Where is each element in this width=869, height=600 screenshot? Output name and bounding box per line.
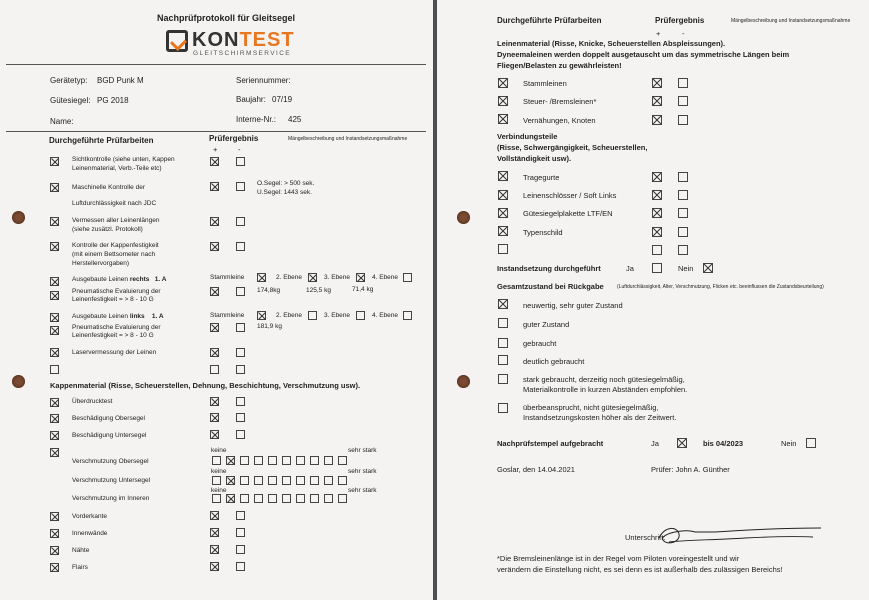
guetesiegel-value: PG 2018 [97,96,129,105]
besch-unter-done-checkbox[interactable] [50,431,59,440]
links-value-1: 181,9 kg [257,323,282,330]
scale1-level-2-checkbox[interactable] [226,456,235,465]
ort-datum: Goslar, den 14.04.2021 [497,465,575,474]
scale1-level-9-checkbox[interactable] [324,456,333,465]
ueberdrucktest-plus-checkbox[interactable] [210,397,219,406]
name-label: Name: [50,117,74,126]
pneu-rechts-line2: Leinenfestigkeit = > 8 - 10 G [72,296,154,303]
pneu-rechts-done-checkbox[interactable] [50,291,59,300]
stammleine-label: Stammleine [210,312,245,319]
ebene4-label: 4. Ebene [372,312,399,319]
scale1-level-7-checkbox[interactable] [296,456,305,465]
vermessen-minus-checkbox[interactable] [236,217,245,226]
ebene2-label: 2. Ebene [276,312,303,319]
interne-nr-label: Interne-Nr.: [236,115,277,124]
kappenfestigkeit-plus-checkbox[interactable] [210,242,219,251]
zustand-stark-line2: Materialkontrolle in kurzen Abständen empfohlen. [523,385,688,394]
extra-plus-checkbox[interactable] [652,245,662,255]
laser-minus-checkbox[interactable] [236,348,245,357]
scale3-level-5-checkbox[interactable] [268,494,277,503]
scale2-level-5-checkbox[interactable] [268,476,277,485]
maschinelle-minus-checkbox[interactable] [236,182,245,191]
scale1-level-8-checkbox[interactable] [310,456,319,465]
punch-hole [457,211,470,224]
ebene4-label: 4. Ebene [372,274,399,281]
rechts-value-2: 125,5 kg [306,287,331,294]
col-header-pruefarbeiten: Durchgeführte Prüfarbeiten [497,16,602,25]
scale2-level-2-checkbox[interactable] [226,476,235,485]
leinenschloesser-plus-checkbox[interactable] [652,190,662,200]
leinen-rechts-label: Ausgebaute Leinen rechts 1. A [72,276,167,283]
scale3-level-8-checkbox[interactable] [310,494,319,503]
steuerleinen-label: Steuer- /Bremsleinen* [523,97,597,106]
vernaehungen-label: Vernähungen, Knoten [523,116,596,125]
sichtkontrolle-line2: Leinenmaterial, Verb.-Teile etc) [72,165,162,172]
vermessen-line2: (siehe zusätzl. Protokoll) [72,226,143,233]
plakette-label: Gütesiegelplakette LTF/EN [523,209,613,218]
sehr-stark-label: sehr stark [348,487,377,494]
instandsetzung-label: Instandsetzung durchgeführt [497,264,601,273]
stammleinen-minus-checkbox[interactable] [678,78,688,88]
col-header-maengel: Mängelbeschreibung und Instandsetzungsmaßnahme [288,136,408,142]
laser-label: Laservermessung der Leinen [72,349,157,356]
kappenmaterial-heading: Kappenmaterial (Risse, Scheuerstellen, Dehnung, Beschichtung, Verschmutzung usw). [50,381,361,390]
scale3-level-10-checkbox[interactable] [338,494,347,503]
scale2-level-4-checkbox[interactable] [254,476,263,485]
stempel-ja-label: Ja [651,439,659,448]
tragegurte-done-checkbox[interactable] [498,171,508,181]
vernaehungen-done-checkbox[interactable] [498,114,508,124]
typenschild-minus-checkbox[interactable] [678,227,688,237]
versch-unter-label: Verschmutzung Untersegel [72,477,151,484]
footnote-line1: *Die Bremsleinenlänge ist in der Regel vom Piloten voreingestellt und wir [497,554,740,563]
leinenmaterial-heading-3: Fliegen/Belasten zu gewährleisten! [497,61,622,70]
rechts-value-1: 174,8kg [257,287,281,294]
laser-plus-checkbox[interactable] [210,348,219,357]
zustand-gebraucht-checkbox[interactable] [498,338,508,348]
interne-nr-value: 425 [288,115,302,124]
leinenschloesser-done-checkbox[interactable] [498,190,508,200]
links-ebene4-checkbox[interactable] [403,311,412,320]
tragegurte-plus-checkbox[interactable] [652,172,662,182]
besch-ober-done-checkbox[interactable] [50,414,59,423]
geraetetyp-value: BGD Punk M [97,76,144,85]
ebene3-label: 3. Ebene [324,274,351,281]
logo-text-test: TEST [239,29,295,51]
stammleinen-done-checkbox[interactable] [498,78,508,88]
leinenmaterial-heading-2: Dyneemaleinen werden doppelt ausgetauscht um das symmetrische Längen beim [497,50,790,59]
pneu-links-plus-checkbox[interactable] [210,323,219,332]
vermessen-plus-checkbox[interactable] [210,217,219,226]
nachpruefstempel-label: Nachprüfstempel aufgebracht [497,439,604,448]
col-header-maengel: Mängelbeschreibung und Instandsetzungsmaßnahme [731,18,851,24]
leinen-links-done-checkbox[interactable] [50,313,59,322]
besch-ober-plus-checkbox[interactable] [210,413,219,422]
maschinelle-done-checkbox[interactable] [50,183,59,192]
instandsetzung-ja-checkbox[interactable] [652,263,662,273]
col-header-pruefergebnis: Prüfergebnis [655,16,705,25]
scale2-level-3-checkbox[interactable] [240,476,249,485]
leinenmaterial-heading-1: Leinenmaterial (Risse, Knicke, Scheuerstellen Abspleissungen). [497,39,726,48]
scale2-level-6-checkbox[interactable] [282,476,291,485]
protocol-page-1 [0,0,433,600]
geraetetyp-label: Gerätetyp: [50,76,88,85]
sichtkontrolle-plus-checkbox[interactable] [210,157,219,166]
maschinelle-line2: Luftdurchlässigkeit nach JDC [72,200,157,207]
links-ebene3-checkbox[interactable] [356,311,365,320]
col-header-pruefarbeiten: Durchgeführte Prüfarbeiten [49,136,154,145]
vernaehungen-plus-checkbox[interactable] [652,115,662,125]
laser-done-checkbox[interactable] [50,348,59,357]
instandsetzung-nein-label: Nein [678,264,694,273]
pneu-rechts-line1: Pneumatische Evaluierung der [72,288,161,295]
extra-done-checkbox[interactable] [498,244,508,254]
flairs-done-checkbox[interactable] [50,563,59,572]
verbindungsteile-heading-2: (Risse, Schwergängigkeit, Scheuerstellen, [497,143,648,152]
tragegurte-label: Tragegurte [523,173,560,182]
zustand-stark-checkbox[interactable] [498,374,508,384]
naehte-minus-checkbox[interactable] [236,545,245,554]
vorderkante-label: Vorderkante [72,513,108,520]
rechts-ebene4-checkbox[interactable] [403,273,412,282]
obersegel-note: O.Segel: > 500 sek. [257,180,315,187]
besch-unter-minus-checkbox[interactable] [236,430,245,439]
plus-label: + [656,29,661,38]
tragegurte-minus-checkbox[interactable] [678,172,688,182]
scale3-level-9-checkbox[interactable] [324,494,333,503]
ebene3-label: 3. Ebene [324,312,351,319]
typenschild-label: Typenschild [523,228,563,237]
maschinelle-plus-checkbox[interactable] [210,182,219,191]
verbindungsteile-heading-1: Verbindungsteile [497,132,558,141]
zustand-ueberbeansprucht-checkbox[interactable] [498,403,508,413]
innenwaende-minus-checkbox[interactable] [236,528,245,537]
steuerleinen-minus-checkbox[interactable] [678,96,688,106]
zustand-ueberbeansprucht-line2: Instandsetzungskosten höher als der Zeitwert. [523,413,677,422]
gesamtzustand-label: Gesamtzustand bei Rückgabe [497,282,604,291]
punch-hole [12,375,25,388]
scale1-level-6-checkbox[interactable] [282,456,291,465]
pneu-links-line2: Leinenfestigkeit = > 8 - 10 G [72,332,154,339]
ueberdrucktest-minus-checkbox[interactable] [236,397,245,406]
stempel-ja-checkbox[interactable] [677,438,687,448]
extra-minus-checkbox[interactable] [236,365,245,374]
divider [6,64,426,65]
steuerleinen-done-checkbox[interactable] [498,96,508,106]
zustand-neuwertig-checkbox[interactable] [498,299,508,309]
baujahr-label: Baujahr: [236,95,266,104]
naehte-label: Nähte [72,547,90,554]
extra-minus-checkbox[interactable] [678,245,688,255]
kappenfestigkeit-line3: Herstellervorgaben) [72,260,130,267]
gesamtzustand-note: (Luftdurchlässigkeit, Alter, Verschmutzung, Flicken etc. beeinflussen die Zustandsbeurteilung) [617,284,824,290]
protocol-page-2 [437,0,869,600]
pneu-rechts-minus-checkbox[interactable] [236,287,245,296]
besch-unter-label: Beschädigung Untersegel [72,432,147,439]
col-header-pruefergebnis: Prüfergebnis [209,134,259,143]
leinenschloesser-minus-checkbox[interactable] [678,190,688,200]
instandsetzung-ja-label: Ja [626,264,634,273]
plakette-plus-checkbox[interactable] [652,208,662,218]
keine-label: keine [211,487,227,494]
scale3-level-2-checkbox[interactable] [226,494,235,503]
scale2-level-9-checkbox[interactable] [324,476,333,485]
zustand-gut-label: guter Zustand [523,320,570,329]
rechts-value-3: 71,4 kg [352,286,374,293]
rechts-ebene3-checkbox[interactable] [356,273,365,282]
flairs-plus-checkbox[interactable] [210,562,219,571]
sichtkontrolle-line1: Sichtkontrolle (siehe unten, Kappen [72,156,175,163]
scale3-level-6-checkbox[interactable] [282,494,291,503]
typenschild-plus-checkbox[interactable] [652,227,662,237]
pneu-links-minus-checkbox[interactable] [236,323,245,332]
kappenfestigkeit-line1: Kontrolle der Kappenfestigkeit [72,242,159,249]
baujahr-value: 07/19 [272,95,293,104]
plakette-minus-checkbox[interactable] [678,208,688,218]
scale3-level-1-checkbox[interactable] [212,494,221,503]
vorderkante-done-checkbox[interactable] [50,512,59,521]
stammleine-label: Stammleine [210,274,245,281]
pneu-links-line1: Pneumatische Evaluierung der [72,324,161,331]
steuerleinen-plus-checkbox[interactable] [652,96,662,106]
stammleinen-plus-checkbox[interactable] [652,78,662,88]
zustand-deutlich-checkbox[interactable] [498,355,508,365]
unterschrift-label: Unterschrift: [625,533,666,542]
scale1-level-5-checkbox[interactable] [268,456,277,465]
scale3-level-3-checkbox[interactable] [240,494,249,503]
innenwaende-done-checkbox[interactable] [50,529,59,538]
vorderkante-plus-checkbox[interactable] [210,511,219,520]
sichtkontrolle-done-checkbox[interactable] [50,157,59,166]
vermessen-done-checkbox[interactable] [50,217,59,226]
scale2-level-1-checkbox[interactable] [212,476,221,485]
leinenschloesser-label: Leinenschlösser / Soft Links [523,191,617,200]
scale2-level-7-checkbox[interactable] [296,476,305,485]
ueberdrucktest-label: Überdrucktest [72,398,113,405]
extra-plus-checkbox[interactable] [210,365,219,374]
seriennummer-label: Seriennummer: [236,76,291,85]
minus-label: - [238,145,241,154]
flairs-label: Flairs [72,564,88,571]
keine-label: keine [211,468,227,475]
logo-text-kon: KON [192,29,240,51]
stammleinen-label: Stammleinen [523,79,567,88]
minus-label: - [682,29,685,38]
stempel-nein-checkbox[interactable] [806,438,816,448]
divider [6,131,426,132]
versch-ober-label: Verschmutzung Obersegel [72,458,149,465]
sehr-stark-label: sehr stark [348,447,377,454]
kontest-logo-icon [166,30,188,52]
punch-hole [457,375,470,388]
scale2-level-10-checkbox[interactable] [338,476,347,485]
scale1-level-4-checkbox[interactable] [254,456,263,465]
scale1-level-10-checkbox[interactable] [338,456,347,465]
extra-done-checkbox[interactable] [50,365,59,374]
scale2-level-8-checkbox[interactable] [310,476,319,485]
logo-subtitle: GLEITSCHIRMSERVICE [193,50,292,57]
scale3-level-7-checkbox[interactable] [296,494,305,503]
kappenfestigkeit-minus-checkbox[interactable] [236,242,245,251]
rechts-stammleine-checkbox[interactable] [257,273,266,282]
ebene2-label: 2. Ebene [276,274,303,281]
sichtkontrolle-minus-checkbox[interactable] [236,157,245,166]
footnote-line2: verändern die Einstellung nicht, es sei denn es ist außerhalb des zulässigen Bereichs! [497,565,783,574]
vorderkante-minus-checkbox[interactable] [236,511,245,520]
pneu-links-done-checkbox[interactable] [50,326,59,335]
signature-icon [655,520,825,550]
leinen-links-label: Ausgebaute Leinen links 1. A [72,313,164,320]
zustand-gebraucht-label: gebraucht [523,339,557,348]
flairs-minus-checkbox[interactable] [236,562,245,571]
zustand-neuwertig-label: neuwertig, sehr guter Zustand [523,301,623,310]
vernaehungen-minus-checkbox[interactable] [678,115,688,125]
innenwaende-plus-checkbox[interactable] [210,528,219,537]
innenwaende-label: Innenwände [72,530,108,537]
stempel-bis-label: bis 04/2023 [703,439,744,448]
scale1-level-1-checkbox[interactable] [212,456,221,465]
document-title: Nachprüfprotokoll für Gleitsegel [157,13,296,23]
instandsetzung-nein-checkbox[interactable] [703,263,713,273]
zustand-stark-line1: stark gebraucht, derzeitig noch gütesiegelmäßig, [523,375,685,384]
typenschild-done-checkbox[interactable] [498,226,508,236]
vermessen-line1: Vermessen aller Leinenlängen [72,217,160,224]
scale1-level-3-checkbox[interactable] [240,456,249,465]
stempel-nein-label: Nein [781,439,797,448]
zustand-gut-checkbox[interactable] [498,318,508,328]
links-stammleine-checkbox[interactable] [257,311,266,320]
sehr-stark-label: sehr stark [348,468,377,475]
kappenfestigkeit-line2: (mit einem Bettsometer nach [72,251,156,258]
zustand-deutlich-label: deutlich gebraucht [523,357,585,366]
naehte-plus-checkbox[interactable] [210,545,219,554]
punch-hole [12,211,25,224]
leinen-rechts-done-checkbox[interactable] [50,277,59,286]
plus-label: + [213,145,218,154]
besch-ober-label: Beschädigung Obersegel [72,415,145,422]
guetesiegel-label: Gütesiegel: [50,96,91,105]
rechts-ebene2-checkbox[interactable] [308,273,317,282]
pneu-rechts-plus-checkbox[interactable] [210,287,219,296]
verschmutzung-done-checkbox[interactable] [50,448,59,457]
besch-unter-plus-checkbox[interactable] [210,430,219,439]
kappenfestigkeit-done-checkbox[interactable] [50,242,59,251]
scale3-level-4-checkbox[interactable] [254,494,263,503]
versch-innen-label: Verschmutzung im Inneren [72,495,150,502]
besch-ober-minus-checkbox[interactable] [236,413,245,422]
zustand-ueberbeansprucht-line1: überbeansprucht, nicht gütesiegelmäßig, [523,403,659,412]
verbindungsteile-heading-3: Vollständigkeit usw). [497,154,572,163]
links-ebene2-checkbox[interactable] [308,311,317,320]
keine-label: keine [211,447,227,454]
untersegel-note: U.Segel: 1443 sek. [257,189,312,196]
maschinelle-line1: Maschinelle Kontrolle der [72,184,145,191]
ueberdrucktest-done-checkbox[interactable] [50,398,59,407]
naehte-done-checkbox[interactable] [50,546,59,555]
plakette-done-checkbox[interactable] [498,208,508,218]
pruefer-name: Prüfer: John A. Günther [651,465,730,474]
